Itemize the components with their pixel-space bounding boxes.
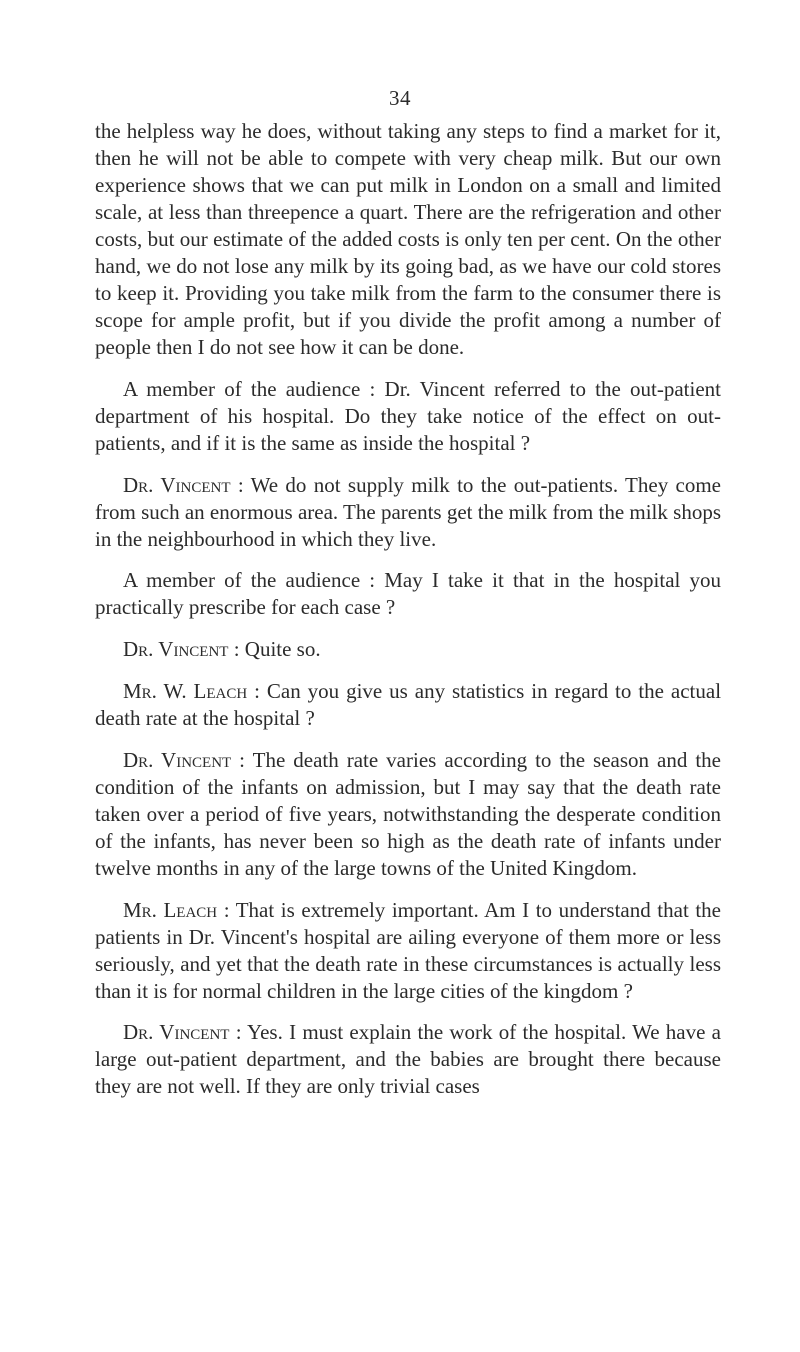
paragraph <box>95 472 721 553</box>
paragraph-text: That is extremely important. Am I to understand that the patients in Dr. Vincent's hospital are ailing everyone of them more or less seriously, and yet that the death rate in these circumstances is actually less than it is for normal children in the large cities of the kingdom ? <box>95 897 722 1003</box>
paragraph-text: Quite so. <box>244 637 321 662</box>
paragraph <box>95 376 721 457</box>
speaker-label: Mr. Leach : <box>123 897 230 922</box>
paragraph <box>95 897 721 1005</box>
speaker-label: Dr. Vincent : <box>123 1020 242 1045</box>
paragraph-text: The death rate varies according to the season and the condition of the infants on admission, but I may say that the death rate taken over a period of five years, notwithstanding the desperate condition of the infants, has never been so high as the death rate of infants under twelve months in any of the large towns of the United Kingdom. <box>95 747 721 880</box>
paragraph <box>95 1019 721 1100</box>
paragraph-text: A member of the audience : Dr. Vincent referred to the out-patient department of his hospital. Do they take notice of the effect on out-patients, and if it is the same as inside the hospital ? <box>95 376 721 455</box>
speaker-label: Mr. W. Leach : <box>123 678 260 703</box>
paragraph-text: the helpless way he does, without taking any steps to find a market for it, then he will not be able to compete with very cheap milk. But our own experience shows that we can put milk in London on a small and limited scale, at less than threepence a quart. There are the refrigeration and other costs, but our estimate of the added costs is only ten per cent. On the other hand, we do not lose any milk by its going bad, as we have our cold stores to keep it. Providing you take milk from the farm to the consumer there is scope for ample profit, but if you divide the profit among a number of people then I do not see how it can be done. <box>95 119 721 359</box>
paragraph <box>95 636 721 663</box>
speaker-label: Dr. Vincent : <box>123 472 244 497</box>
paragraph <box>95 118 721 361</box>
paragraph-text: We do not supply milk to the out-patients. They come from such an enormous area. The parents get the milk from the milk shops in the neighbourhood in which they live. <box>95 472 722 551</box>
paragraph-text: A member of the audience : May I take it that in the hospital you practically prescribe for each case ? <box>95 568 721 620</box>
paragraph <box>95 747 721 882</box>
body-text <box>95 118 721 1115</box>
paragraph-text: Can you give us any statistics in regard to the actual death rate at the hospital ? <box>95 678 722 730</box>
paragraph-text: Yes. I must explain the work of the hospital. We have a large out-patient department, and the babies are brought there because they are not well. If they are only trivial cases <box>95 1020 721 1099</box>
speaker-label: Dr. Vincent : <box>123 637 240 662</box>
paragraph <box>95 678 721 732</box>
speaker-label: Dr. Vincent : <box>123 747 246 772</box>
paragraph <box>95 567 721 621</box>
page-number: 34 <box>389 86 411 110</box>
